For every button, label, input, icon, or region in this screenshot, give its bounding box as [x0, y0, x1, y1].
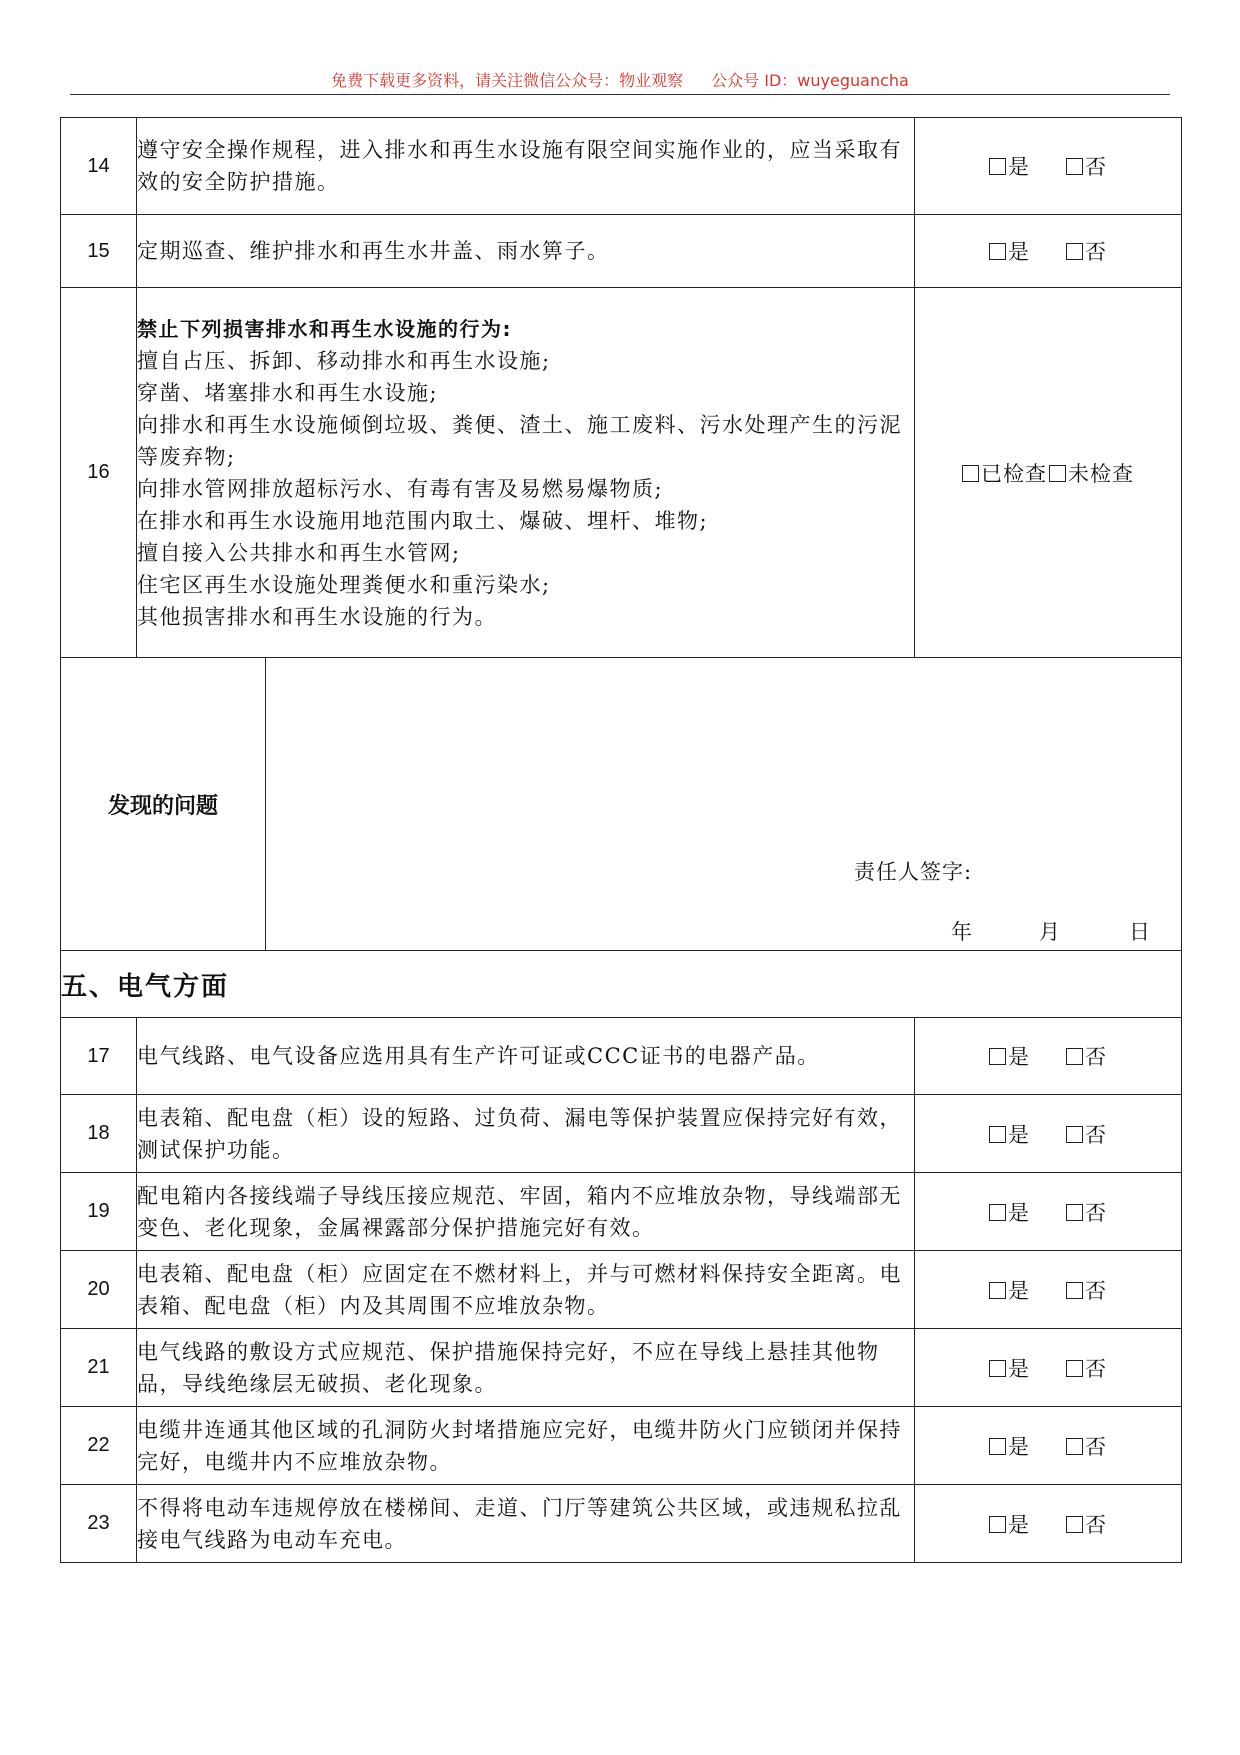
option-yes[interactable] [989, 236, 1030, 266]
list-item: 住宅区再生水设施处理粪便水和重污染水; [137, 572, 551, 597]
option-no-label: 否 [1085, 1434, 1107, 1459]
list-item: 向排水管网排放超标污水、有毒有害及易燃易爆物质; [137, 476, 664, 501]
item-text: 不得将电动车违规停放在楼梯间、走道、门厅等建筑公共区域，或违规私拉乱接电气线路为电动车充电。 [137, 1485, 915, 1563]
checkbox-icon[interactable] [1066, 158, 1083, 175]
yes-no-options [915, 1251, 1182, 1329]
checkbox-icon[interactable] [989, 158, 1006, 175]
section-title: 五、电气方面 [61, 951, 1182, 1018]
option-yes-label: 是 [1008, 1512, 1030, 1537]
month-label: 月 [1039, 920, 1060, 944]
option-yes[interactable] [989, 1041, 1030, 1071]
item-text: 遵守安全操作规程，进入排水和再生水设施有限空间实施作业的，应当采取有效的安全防护措施。 [137, 118, 915, 215]
checkbox-icon[interactable] [1066, 1048, 1083, 1065]
table-row [61, 1251, 1182, 1329]
item-number: 15 [61, 215, 137, 288]
option-no-label: 否 [1085, 1200, 1107, 1225]
checkbox-icon[interactable] [1066, 1438, 1083, 1455]
option-checked-label: 已检查 [981, 461, 1047, 486]
prohibited-acts-list [137, 288, 915, 658]
option-no-label: 否 [1085, 1122, 1107, 1147]
option-yes-label: 是 [1008, 240, 1030, 264]
checkbox-icon[interactable] [989, 1282, 1006, 1299]
checkbox-icon[interactable] [962, 465, 979, 482]
item-text: 电缆井连通其他区域的孔洞防火封堵措施应完好，电缆井防火门应锁闭并保持完好，电缆井内不应堆放杂物。 [137, 1407, 915, 1485]
option-yes[interactable] [989, 1509, 1030, 1539]
checkbox-icon[interactable] [1066, 243, 1083, 260]
checkbox-icon[interactable] [989, 1204, 1006, 1221]
yes-no-options [915, 1173, 1182, 1251]
option-yes[interactable] [989, 1275, 1030, 1305]
item-number: 19 [61, 1173, 137, 1251]
download-notice [0, 68, 1240, 91]
option-no[interactable] [1066, 1041, 1107, 1071]
yes-no-options [915, 118, 1182, 215]
item-number: 17 [61, 1018, 137, 1095]
checkbox-icon[interactable] [1066, 1126, 1083, 1143]
inspection-checklist-table [60, 117, 1182, 1563]
list-item: 穿凿、堵塞排水和再生水设施; [137, 380, 439, 405]
signature-label: 责任人签字: [854, 860, 973, 884]
option-no[interactable] [1066, 1119, 1107, 1149]
account-id-text: 公众号 ID：wuyeguancha [711, 71, 909, 90]
header-divider [70, 94, 1170, 95]
yes-no-options [915, 1095, 1182, 1173]
option-yes[interactable] [989, 1119, 1030, 1149]
item-text: 配电箱内各接线端子导线压接应规范、牢固，箱内不应堆放杂物，导线端部无变色、老化现象，金属裸露部分保护措施完好有效。 [137, 1173, 915, 1251]
section-header-row [61, 951, 1182, 1018]
list-item: 其他损害排水和再生水设施的行为。 [137, 604, 497, 629]
item-text: 电表箱、配电盘（柜）设的短路、过负荷、漏电等保护装置应保持完好有效，测试保护功能。 [137, 1095, 915, 1173]
option-no-label: 否 [1085, 240, 1107, 264]
option-yes-label: 是 [1008, 1356, 1030, 1381]
table-row [61, 288, 1182, 658]
item-number: 14 [61, 118, 137, 215]
problems-label: 发现的问题 [61, 658, 266, 951]
checkbox-icon[interactable] [1066, 1204, 1083, 1221]
option-unchecked-label: 未检查 [1068, 461, 1134, 486]
option-unchecked[interactable] [1049, 458, 1134, 488]
item-text: 电气线路的敷设方式应规范、保护措施保持完好，不应在导线上悬挂其他物品，导线绝缘层无破损、老化现象。 [137, 1329, 915, 1407]
option-no-label: 否 [1085, 1512, 1107, 1537]
option-no-label: 否 [1085, 1356, 1107, 1381]
item-number: 18 [61, 1095, 137, 1173]
option-no[interactable] [1066, 1509, 1107, 1539]
item-number: 16 [61, 288, 137, 658]
option-yes-label: 是 [1008, 1122, 1030, 1147]
check-status-options [915, 288, 1182, 658]
item-text: 定期巡查、维护排水和再生水井盖、雨水箅子。 [137, 215, 915, 288]
option-yes-label: 是 [1008, 1200, 1030, 1225]
yes-no-options [915, 1407, 1182, 1485]
table-row [61, 1018, 1182, 1095]
item-text: 电表箱、配电盘（柜）应固定在不燃材料上，并与可燃材料保持安全距离。电表箱、配电盘（柜）内及其周围不应堆放杂物。 [137, 1251, 915, 1329]
item-number: 22 [61, 1407, 137, 1485]
checkbox-icon[interactable] [1066, 1282, 1083, 1299]
table-row [61, 1095, 1182, 1173]
option-yes[interactable] [989, 1431, 1030, 1461]
table-row [61, 1329, 1182, 1407]
checkbox-icon[interactable] [989, 243, 1006, 260]
item-number: 20 [61, 1251, 137, 1329]
item-text: 电气线路、电气设备应选用具有生产许可证或CCC证书的电器产品。 [137, 1018, 915, 1095]
option-no[interactable] [1066, 1353, 1107, 1383]
day-label: 日 [1129, 920, 1150, 944]
checkbox-icon[interactable] [1066, 1516, 1083, 1533]
option-no[interactable] [1066, 1431, 1107, 1461]
option-yes[interactable] [989, 1197, 1030, 1227]
checkbox-icon[interactable] [989, 1438, 1006, 1455]
year-label: 年 [951, 920, 972, 944]
checkbox-icon[interactable] [989, 1516, 1006, 1533]
table-row [61, 215, 1182, 288]
list-title: 禁止下列损害排水和再生水设施的行为: [137, 316, 512, 341]
option-checked[interactable] [962, 458, 1047, 488]
option-no-label: 否 [1085, 1278, 1107, 1303]
checkbox-icon[interactable] [1049, 465, 1066, 482]
yes-no-options [915, 1329, 1182, 1407]
notice-text: 免费下载更多资料，请关注微信公众号：物业观察 [331, 71, 684, 90]
option-yes-label: 是 [1008, 1278, 1030, 1303]
list-item: 在排水和再生水设施用地范围内取土、爆破、埋杆、堆物; [137, 508, 709, 533]
option-no[interactable] [1066, 236, 1107, 266]
table-row [61, 118, 1182, 215]
yes-no-options [915, 215, 1182, 288]
yes-no-options [915, 1485, 1182, 1563]
table-row [61, 1485, 1182, 1563]
checkbox-icon[interactable] [989, 1360, 1006, 1377]
problems-entry-area[interactable] [266, 658, 1182, 951]
table-row [61, 1407, 1182, 1485]
option-no-label: 否 [1085, 1045, 1107, 1069]
option-yes-label: 是 [1008, 155, 1030, 179]
yes-no-options [915, 1018, 1182, 1095]
option-yes-label: 是 [1008, 1045, 1030, 1069]
item-number: 23 [61, 1485, 137, 1563]
option-yes-label: 是 [1008, 1434, 1030, 1459]
list-item: 擅自接入公共排水和再生水管网; [137, 540, 461, 565]
table-row [61, 1173, 1182, 1251]
option-yes[interactable] [989, 151, 1030, 181]
problems-row [61, 658, 1182, 951]
checkbox-icon[interactable] [1066, 1360, 1083, 1377]
option-no-label: 否 [1085, 155, 1107, 179]
option-yes[interactable] [989, 1353, 1030, 1383]
option-no[interactable] [1066, 151, 1107, 181]
checkbox-icon[interactable] [989, 1126, 1006, 1143]
list-item: 向排水和再生水设施倾倒垃圾、粪便、渣土、施工废料、污水处理产生的污泥等废弃物; [137, 412, 902, 469]
checkbox-icon[interactable] [989, 1048, 1006, 1065]
list-item: 擅自占压、拆卸、移动排水和再生水设施; [137, 348, 551, 373]
option-no[interactable] [1066, 1197, 1107, 1227]
item-number: 21 [61, 1329, 137, 1407]
option-no[interactable] [1066, 1275, 1107, 1305]
